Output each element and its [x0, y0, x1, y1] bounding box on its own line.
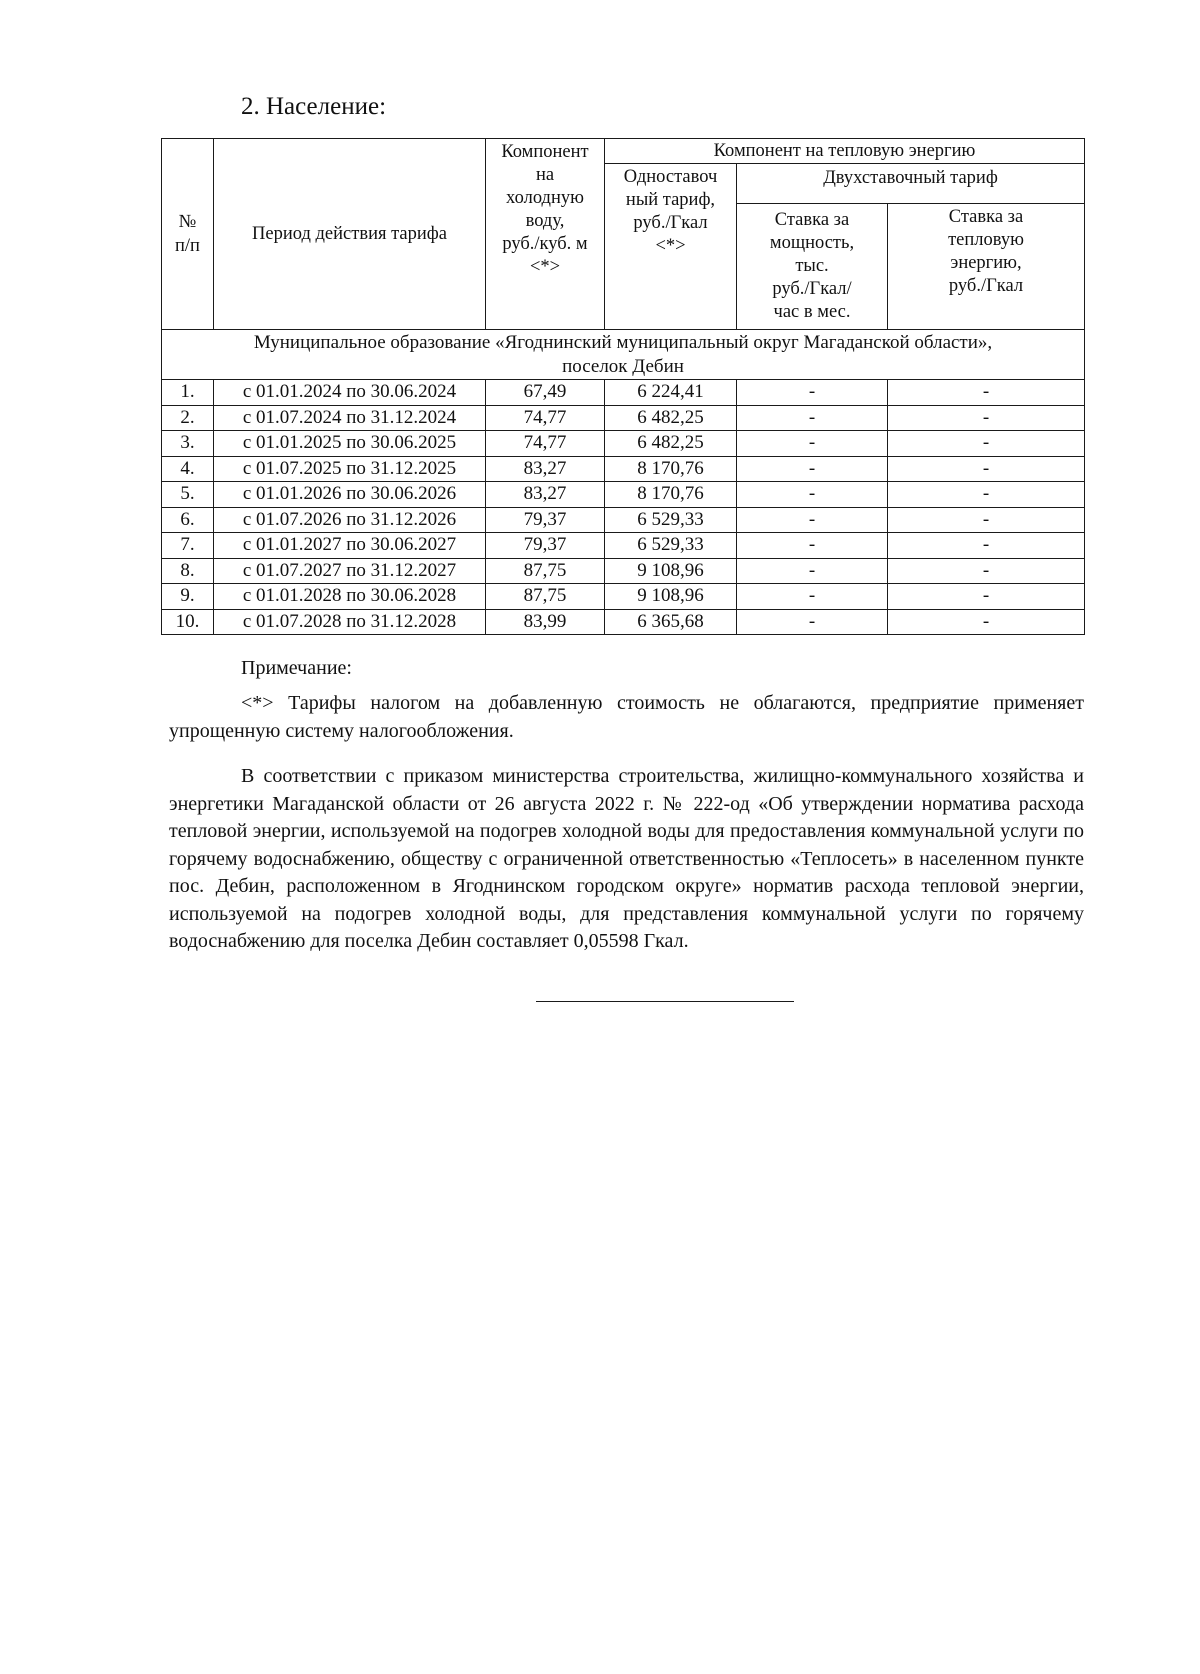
row-number: 2. — [162, 405, 214, 431]
period-cell: с 01.01.2027 по 30.06.2027 — [214, 533, 486, 559]
energy-value: - — [888, 380, 1085, 406]
main-paragraph: В соответствии с приказом министерства строительства, жилищно-коммунального хозяйства и энергетики Магаданской области от 26 августа 2022 г. № 222-од «Об утверждении норматива расхода тепловой энергии, используемой на подогрев холодной воды для предоставления коммунальной услуги по горячему водоснабжению, обществу с ограниченной ответственностью «Теплосеть» в населенном пункте пос. Дебин, расположенном в Ягоднинском городском округе» норматив расхода тепловой энергии, используемой на подогрев холодной воды, для представления коммунальной услуги по горячему водоснабжению для поселка Дебин составляет 0,05598 Гкал. — [169, 765, 1084, 952]
water-value: 83,27 — [486, 482, 605, 508]
header-water-component: Компонент на холодную воду, руб./куб. м <*> — [486, 139, 605, 330]
capacity-value: - — [737, 533, 888, 559]
period-cell: с 01.07.2027 по 31.12.2027 — [214, 558, 486, 584]
energy-value: - — [888, 431, 1085, 457]
row-number: 3. — [162, 431, 214, 457]
end-divider — [536, 1001, 794, 1002]
capacity-value: - — [737, 584, 888, 610]
period-cell: с 01.07.2024 по 31.12.2024 — [214, 405, 486, 431]
single-rate-value: 9 108,96 — [605, 584, 737, 610]
table-row — [162, 558, 1085, 584]
row-number: 9. — [162, 584, 214, 610]
energy-value: - — [888, 507, 1085, 533]
single-rate-value: 6 482,25 — [605, 405, 737, 431]
capacity-value: - — [737, 558, 888, 584]
single-rate-value: 6 482,25 — [605, 431, 737, 457]
capacity-value: - — [737, 431, 888, 457]
energy-value: - — [888, 405, 1085, 431]
tariff-table — [161, 138, 1085, 635]
single-rate-value: 8 170,76 — [605, 482, 737, 508]
single-rate-value: 9 108,96 — [605, 558, 737, 584]
water-value: 67,49 — [486, 380, 605, 406]
energy-value: - — [888, 584, 1085, 610]
header-two-part-tariff: Двухставочный тариф — [737, 164, 1085, 204]
water-value: 74,77 — [486, 405, 605, 431]
energy-value: - — [888, 456, 1085, 482]
row-number: 1. — [162, 380, 214, 406]
capacity-value: - — [737, 507, 888, 533]
energy-value: - — [888, 558, 1085, 584]
capacity-value: - — [737, 482, 888, 508]
header-period: Период действия тарифа — [214, 139, 486, 330]
header-energy-rate: Ставка за тепловую энергию, руб./Гкал — [888, 204, 1085, 330]
row-number: 6. — [162, 507, 214, 533]
municipality-title: Муниципальное образование «Ягоднинский муниципальный округ Магаданской области», поселок Дебин — [162, 330, 1085, 380]
energy-value: - — [888, 533, 1085, 559]
period-cell: с 01.01.2028 по 30.06.2028 — [214, 584, 486, 610]
capacity-value: - — [737, 380, 888, 406]
table-row — [162, 609, 1085, 635]
single-rate-value: 6 365,68 — [605, 609, 737, 635]
municipality-row — [162, 330, 1085, 380]
capacity-value: - — [737, 456, 888, 482]
table-row — [162, 380, 1085, 406]
period-cell: с 01.01.2026 по 30.06.2026 — [214, 482, 486, 508]
note-text: <*> Тарифы налогом на добавленную стоимость не облагаются, предприятие применяет упрощенную систему налогообложения. — [169, 692, 1084, 742]
header-single-rate: Одноставоч ный тариф, руб./Гкал <*> — [605, 164, 737, 330]
single-rate-value: 6 224,41 — [605, 380, 737, 406]
water-value: 83,27 — [486, 456, 605, 482]
table-row — [162, 507, 1085, 533]
period-cell: с 01.01.2025 по 30.06.2025 — [214, 431, 486, 457]
water-value: 79,37 — [486, 533, 605, 559]
table-row — [162, 533, 1085, 559]
water-value: 83,99 — [486, 609, 605, 635]
header-num: № п/п — [162, 139, 214, 330]
row-number: 8. — [162, 558, 214, 584]
header-capacity-rate: Ставка за мощность, тыс. руб./Гкал/ час в мес. — [737, 204, 888, 330]
energy-value: - — [888, 609, 1085, 635]
water-value: 87,75 — [486, 558, 605, 584]
single-rate-value: 6 529,33 — [605, 533, 737, 559]
table-row — [162, 584, 1085, 610]
table-row — [162, 482, 1085, 508]
table-row — [162, 431, 1085, 457]
table-row — [162, 456, 1085, 482]
period-cell: с 01.07.2028 по 31.12.2028 — [214, 609, 486, 635]
section-title: 2. Население: — [241, 93, 387, 120]
row-number: 5. — [162, 482, 214, 508]
water-value: 79,37 — [486, 507, 605, 533]
single-rate-value: 6 529,33 — [605, 507, 737, 533]
note-label: Примечание: — [241, 657, 352, 679]
energy-value: - — [888, 482, 1085, 508]
water-value: 87,75 — [486, 584, 605, 610]
row-number: 7. — [162, 533, 214, 559]
capacity-value: - — [737, 405, 888, 431]
header-row-top — [162, 139, 1085, 164]
period-cell: с 01.01.2024 по 30.06.2024 — [214, 380, 486, 406]
period-cell: с 01.07.2026 по 31.12.2026 — [214, 507, 486, 533]
row-number: 10. — [162, 609, 214, 635]
row-number: 4. — [162, 456, 214, 482]
header-heat-component: Компонент на тепловую энергию — [605, 139, 1085, 164]
water-value: 74,77 — [486, 431, 605, 457]
period-cell: с 01.07.2025 по 31.12.2025 — [214, 456, 486, 482]
single-rate-value: 8 170,76 — [605, 456, 737, 482]
capacity-value: - — [737, 609, 888, 635]
table-row — [162, 405, 1085, 431]
